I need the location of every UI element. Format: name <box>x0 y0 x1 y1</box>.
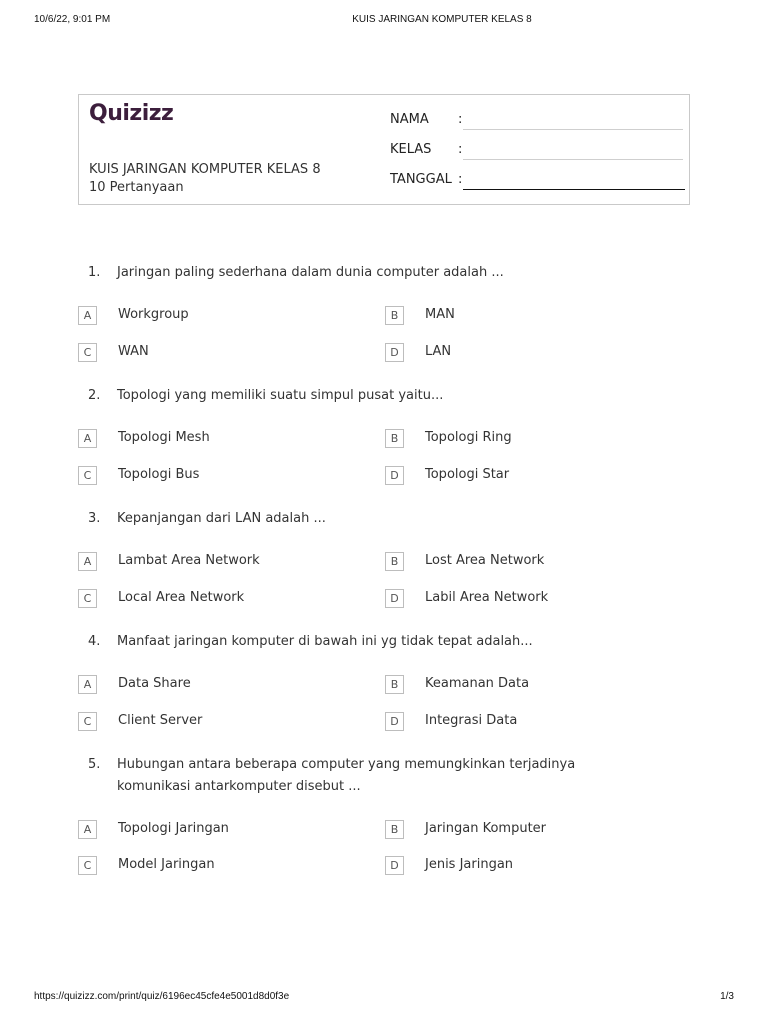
option-letter-box: A <box>78 306 97 325</box>
option-letter-box: B <box>385 306 404 325</box>
option-letter-box: A <box>78 552 97 571</box>
option-text: Integrasi Data <box>425 713 518 728</box>
class-label: KELAS <box>390 142 432 157</box>
question-number: 2. <box>88 388 101 403</box>
option-text: Topologi Bus <box>118 467 200 482</box>
option-letter-box: A <box>78 675 97 694</box>
option-letter-box: D <box>385 589 404 608</box>
option-text: MAN <box>425 307 455 322</box>
question-text: Jaringan paling sederhana dalam dunia computer adalah ... <box>117 265 504 280</box>
question-number: 3. <box>88 511 101 526</box>
option-letter-box: A <box>78 820 97 839</box>
option-text: Jenis Jaringan <box>425 857 514 872</box>
option-letter-box: C <box>78 589 97 608</box>
option-text: Client Server <box>118 713 203 728</box>
question-number: 1. <box>88 265 101 280</box>
option-text: Jaringan Komputer <box>425 821 547 836</box>
option-text: Workgroup <box>118 307 189 322</box>
quizizz-logo: Quizizz <box>89 101 174 126</box>
option-letter-box: B <box>385 820 404 839</box>
option-letter-box: D <box>385 856 404 875</box>
option-letter-box: C <box>78 466 97 485</box>
option-text: Labil Area Network <box>425 590 549 605</box>
option-text: Model Jaringan <box>118 857 215 872</box>
option-letter-box: D <box>385 712 404 731</box>
option-text: Topologi Ring <box>425 430 512 445</box>
option-text: WAN <box>118 344 149 359</box>
option-text: Keamanan Data <box>425 676 530 691</box>
option-text: Topologi Mesh <box>118 430 210 445</box>
date-colon: : <box>458 172 463 187</box>
option-letter-box: C <box>78 712 97 731</box>
question-text: Kepanjangan dari LAN adalah ... <box>117 511 326 526</box>
option-letter-box: B <box>385 675 404 694</box>
class-line <box>463 159 683 160</box>
name-colon: : <box>458 112 463 127</box>
option-letter-box: A <box>78 429 97 448</box>
quiz-header-box <box>78 94 690 205</box>
option-letter-box: D <box>385 466 404 485</box>
option-text: Lost Area Network <box>425 553 545 568</box>
option-text: Topologi Jaringan <box>118 821 229 836</box>
question-text: Topologi yang memiliki suatu simpul pusat yaitu... <box>117 388 444 403</box>
option-text: Local Area Network <box>118 590 245 605</box>
print-footer <box>0 991 768 1007</box>
print-header <box>0 14 768 30</box>
option-letter-box: C <box>78 343 97 362</box>
question-text: Hubungan antara beberapa computer yang memungkinkan terjadinya komunikasi antarkomputer disebut ... <box>117 757 576 794</box>
question-count: 10 Pertanyaan <box>89 180 184 195</box>
option-text: Topologi Star <box>425 467 510 482</box>
question-text: Manfaat jaringan komputer di bawah ini yg tidak tepat adalah... <box>117 634 533 649</box>
option-letter-box: C <box>78 856 97 875</box>
class-colon: : <box>458 142 463 157</box>
print-url[interactable]: https://quizizz.com/print/quiz/6196ec45cfe4e5001d8d0f3e <box>34 991 290 1002</box>
name-line <box>463 129 683 130</box>
option-letter-box: D <box>385 343 404 362</box>
print-title: KUIS JARINGAN KOMPUTER KELAS 8 <box>352 14 532 25</box>
date-label: TANGGAL <box>390 172 452 187</box>
page-number: 1/3 <box>720 991 734 1002</box>
name-label: NAMA <box>390 112 429 127</box>
option-letter-box: B <box>385 429 404 448</box>
question-number: 5. <box>88 757 101 772</box>
question-number: 4. <box>88 634 101 649</box>
option-letter-box: B <box>385 552 404 571</box>
option-text: LAN <box>425 344 452 359</box>
option-text: Data Share <box>118 676 191 691</box>
quiz-title: KUIS JARINGAN KOMPUTER KELAS 8 <box>89 162 321 177</box>
option-text: Lambat Area Network <box>118 553 260 568</box>
date-line <box>463 189 685 190</box>
print-datetime: 10/6/22, 9:01 PM <box>34 14 111 25</box>
